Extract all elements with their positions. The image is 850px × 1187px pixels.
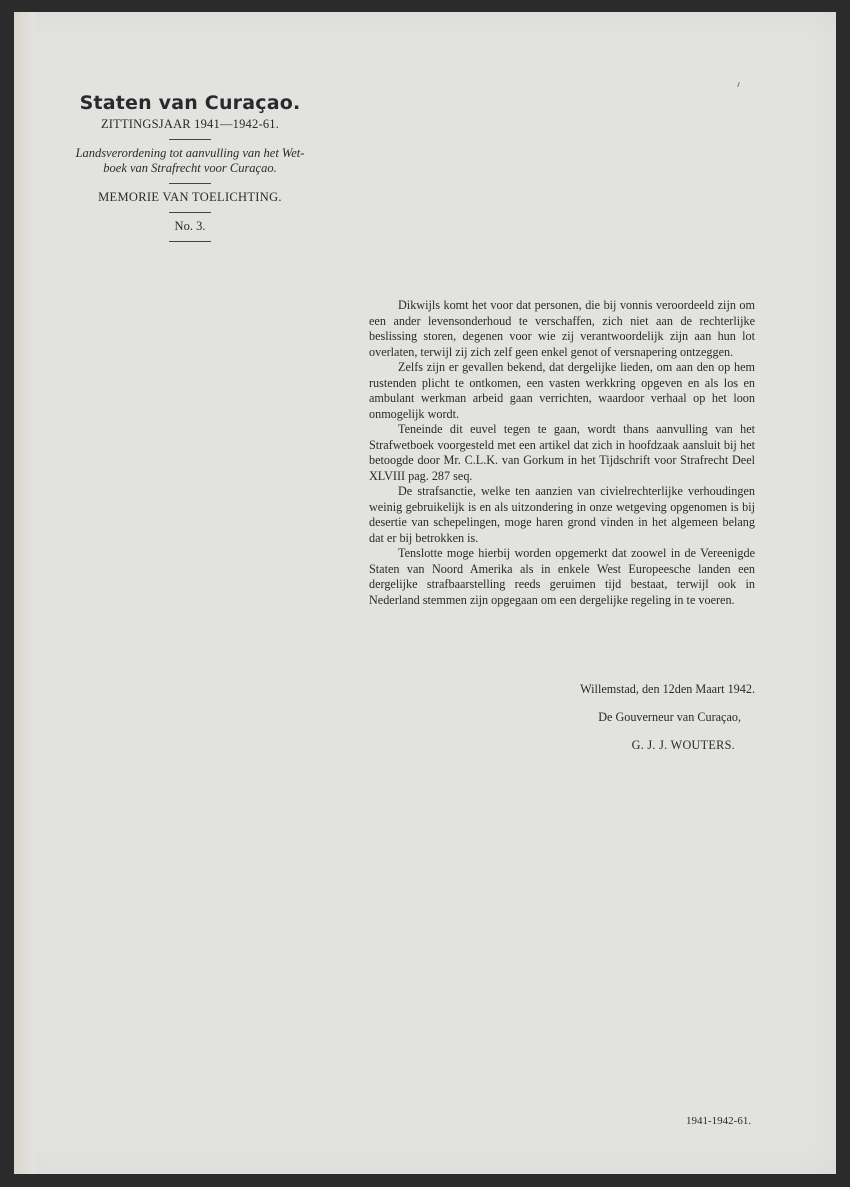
- memorandum-body: [369, 298, 755, 608]
- footer-reference: 1941-1942-61.: [686, 1115, 752, 1127]
- header-divider: [169, 212, 211, 213]
- document-type: MEMORIE VAN TOELICHTING.: [98, 190, 282, 204]
- body-paragraph: Dikwijls komt het voor dat personen, die bij vonnis veroordeeld zijn om een ander levensonderhoud te verschaffen, zich niet aan de rechterlijke beslissing storen, degenen voor wie zij verantwoordelijk zijn aan hun lot overlaten, terwijl zij zich zelf geen enkel genot of versnapering ontzeggen.: [369, 298, 755, 359]
- header-divider: [169, 241, 211, 242]
- subject-line-1: Landsverordening tot aanvulling van het Wet-: [75, 146, 305, 160]
- body-paragraph: Tenslotte moge hierbij worden opgemerkt dat zoowel in de Vereenigde Staten van Noord Amerika als in enkele West Europeesche landen een dergelijke strafbaarstelling reeds geruimen tijd bestaat, terwijl ook in Nederland stemmen zijn opgegaan om een dergelijke regeling in te voeren.: [369, 546, 755, 607]
- page-edge: [14, 12, 36, 1174]
- signatory-title: De Gouverneur van Curaçao,: [598, 710, 741, 724]
- body-paragraph: Teneinde dit euvel tegen te gaan, wordt thans aanvulling van het Strafwetboek voorgesteld met een artikel dat zich in hoofdzaak aansluit bij het betoogde door Mr. C.L.K. van Gorkum in het Tijdschrift voor Strafrecht Deel XLVIII pag. 287 seq.: [369, 422, 755, 483]
- session-year: ZITTINGSJAAR 1941—1942-61.: [100, 117, 280, 131]
- body-paragraph: De strafsanctie, welke ten aanzien van civielrechterlijke verhoudingen weinig gebruikelijk is en als uitzondering in onze wetgeving opgenomen is bij desertie van schepelingen, moge haren grond vinden in het algemeen belang dat er bij betrokken is.: [369, 484, 755, 545]
- header-divider: [169, 183, 211, 184]
- header-divider: [169, 139, 211, 140]
- document-title: Staten van Curaçao.: [79, 92, 301, 114]
- subject-line-2: boek van Strafrecht voor Curaçao.: [103, 161, 277, 175]
- place-date: Willemstad, den 12den Maart 1942.: [580, 682, 755, 696]
- body-paragraph: Zelfs zijn er gevallen bekend, dat dergelijke lieden, om aan den op hem rustenden plicht te ontkomen, een vasten werkkring opgeven en als los en ambulant werkman arbeid gaan verrichten, waardoor verhaal op het loon onmogelijk wordt.: [369, 360, 755, 421]
- document-header: [40, 90, 340, 248]
- signatory-name: G. J. J. WOUTERS.: [631, 738, 735, 752]
- document-number: No. 3.: [174, 219, 206, 233]
